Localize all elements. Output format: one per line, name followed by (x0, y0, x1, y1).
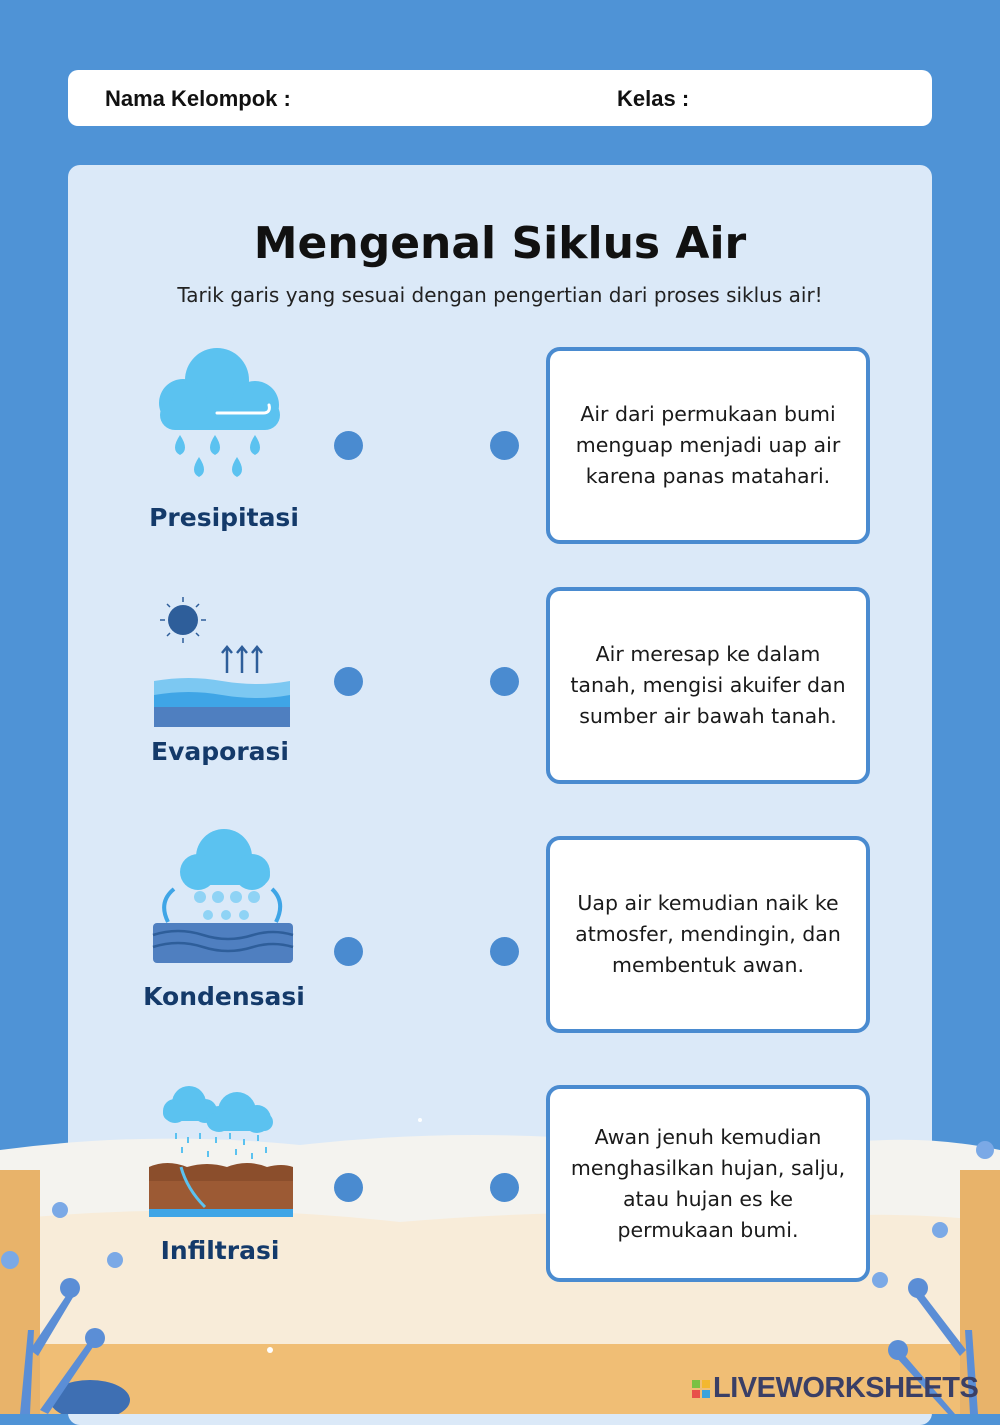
term-label-kondensasi: Kondensasi (143, 982, 305, 1011)
definition-text: Uap air kemudian naik ke atmosfer, mendingin, dan membentuk awan. (575, 891, 841, 977)
condensation-icon (150, 827, 296, 967)
liveworksheets-logo (692, 1372, 978, 1405)
term-label-infiltrasi: Infiltrasi (160, 1236, 280, 1265)
definition-card (546, 587, 870, 784)
evaporation-icon (152, 595, 292, 730)
header-bar (68, 70, 932, 126)
term-connector-dot[interactable] (334, 667, 363, 696)
infiltration-icon (147, 1083, 297, 1223)
group-name-label: Nama Kelompok : (105, 86, 291, 111)
definition-card (546, 1085, 870, 1282)
term-label-presipitasi: Presipitasi (149, 503, 299, 532)
term-label-evaporasi: Evaporasi (151, 737, 289, 766)
term-connector-dot[interactable] (334, 431, 363, 460)
definition-connector-dot[interactable] (490, 937, 519, 966)
brand-name: LIVEWORKSHEETS (713, 1372, 979, 1404)
instruction-text: Tarik garis yang sesuai dengan pengertian dari proses siklus air! (177, 283, 823, 307)
definition-connector-dot[interactable] (490, 431, 519, 460)
definition-card (546, 347, 870, 544)
definition-connector-dot[interactable] (490, 1173, 519, 1202)
definition-text: Air meresap ke dalam tanah, mengisi akuifer dan sumber air bawah tanah. (570, 642, 846, 728)
rain-cloud-icon (155, 345, 285, 490)
definition-text: Air dari permukaan bumi menguap menjadi uap air karena panas matahari. (575, 402, 841, 488)
definition-card (546, 836, 870, 1033)
definition-connector-dot[interactable] (490, 667, 519, 696)
page-title: Mengenal Siklus Air (253, 218, 747, 269)
class-label: Kelas : (617, 86, 690, 111)
logo-blocks-icon (692, 1380, 710, 1398)
term-connector-dot[interactable] (334, 1173, 363, 1202)
definition-text: Awan jenuh kemudian menghasilkan hujan, salju, atau hujan es ke permukaan bumi. (570, 1124, 846, 1242)
term-connector-dot[interactable] (334, 937, 363, 966)
